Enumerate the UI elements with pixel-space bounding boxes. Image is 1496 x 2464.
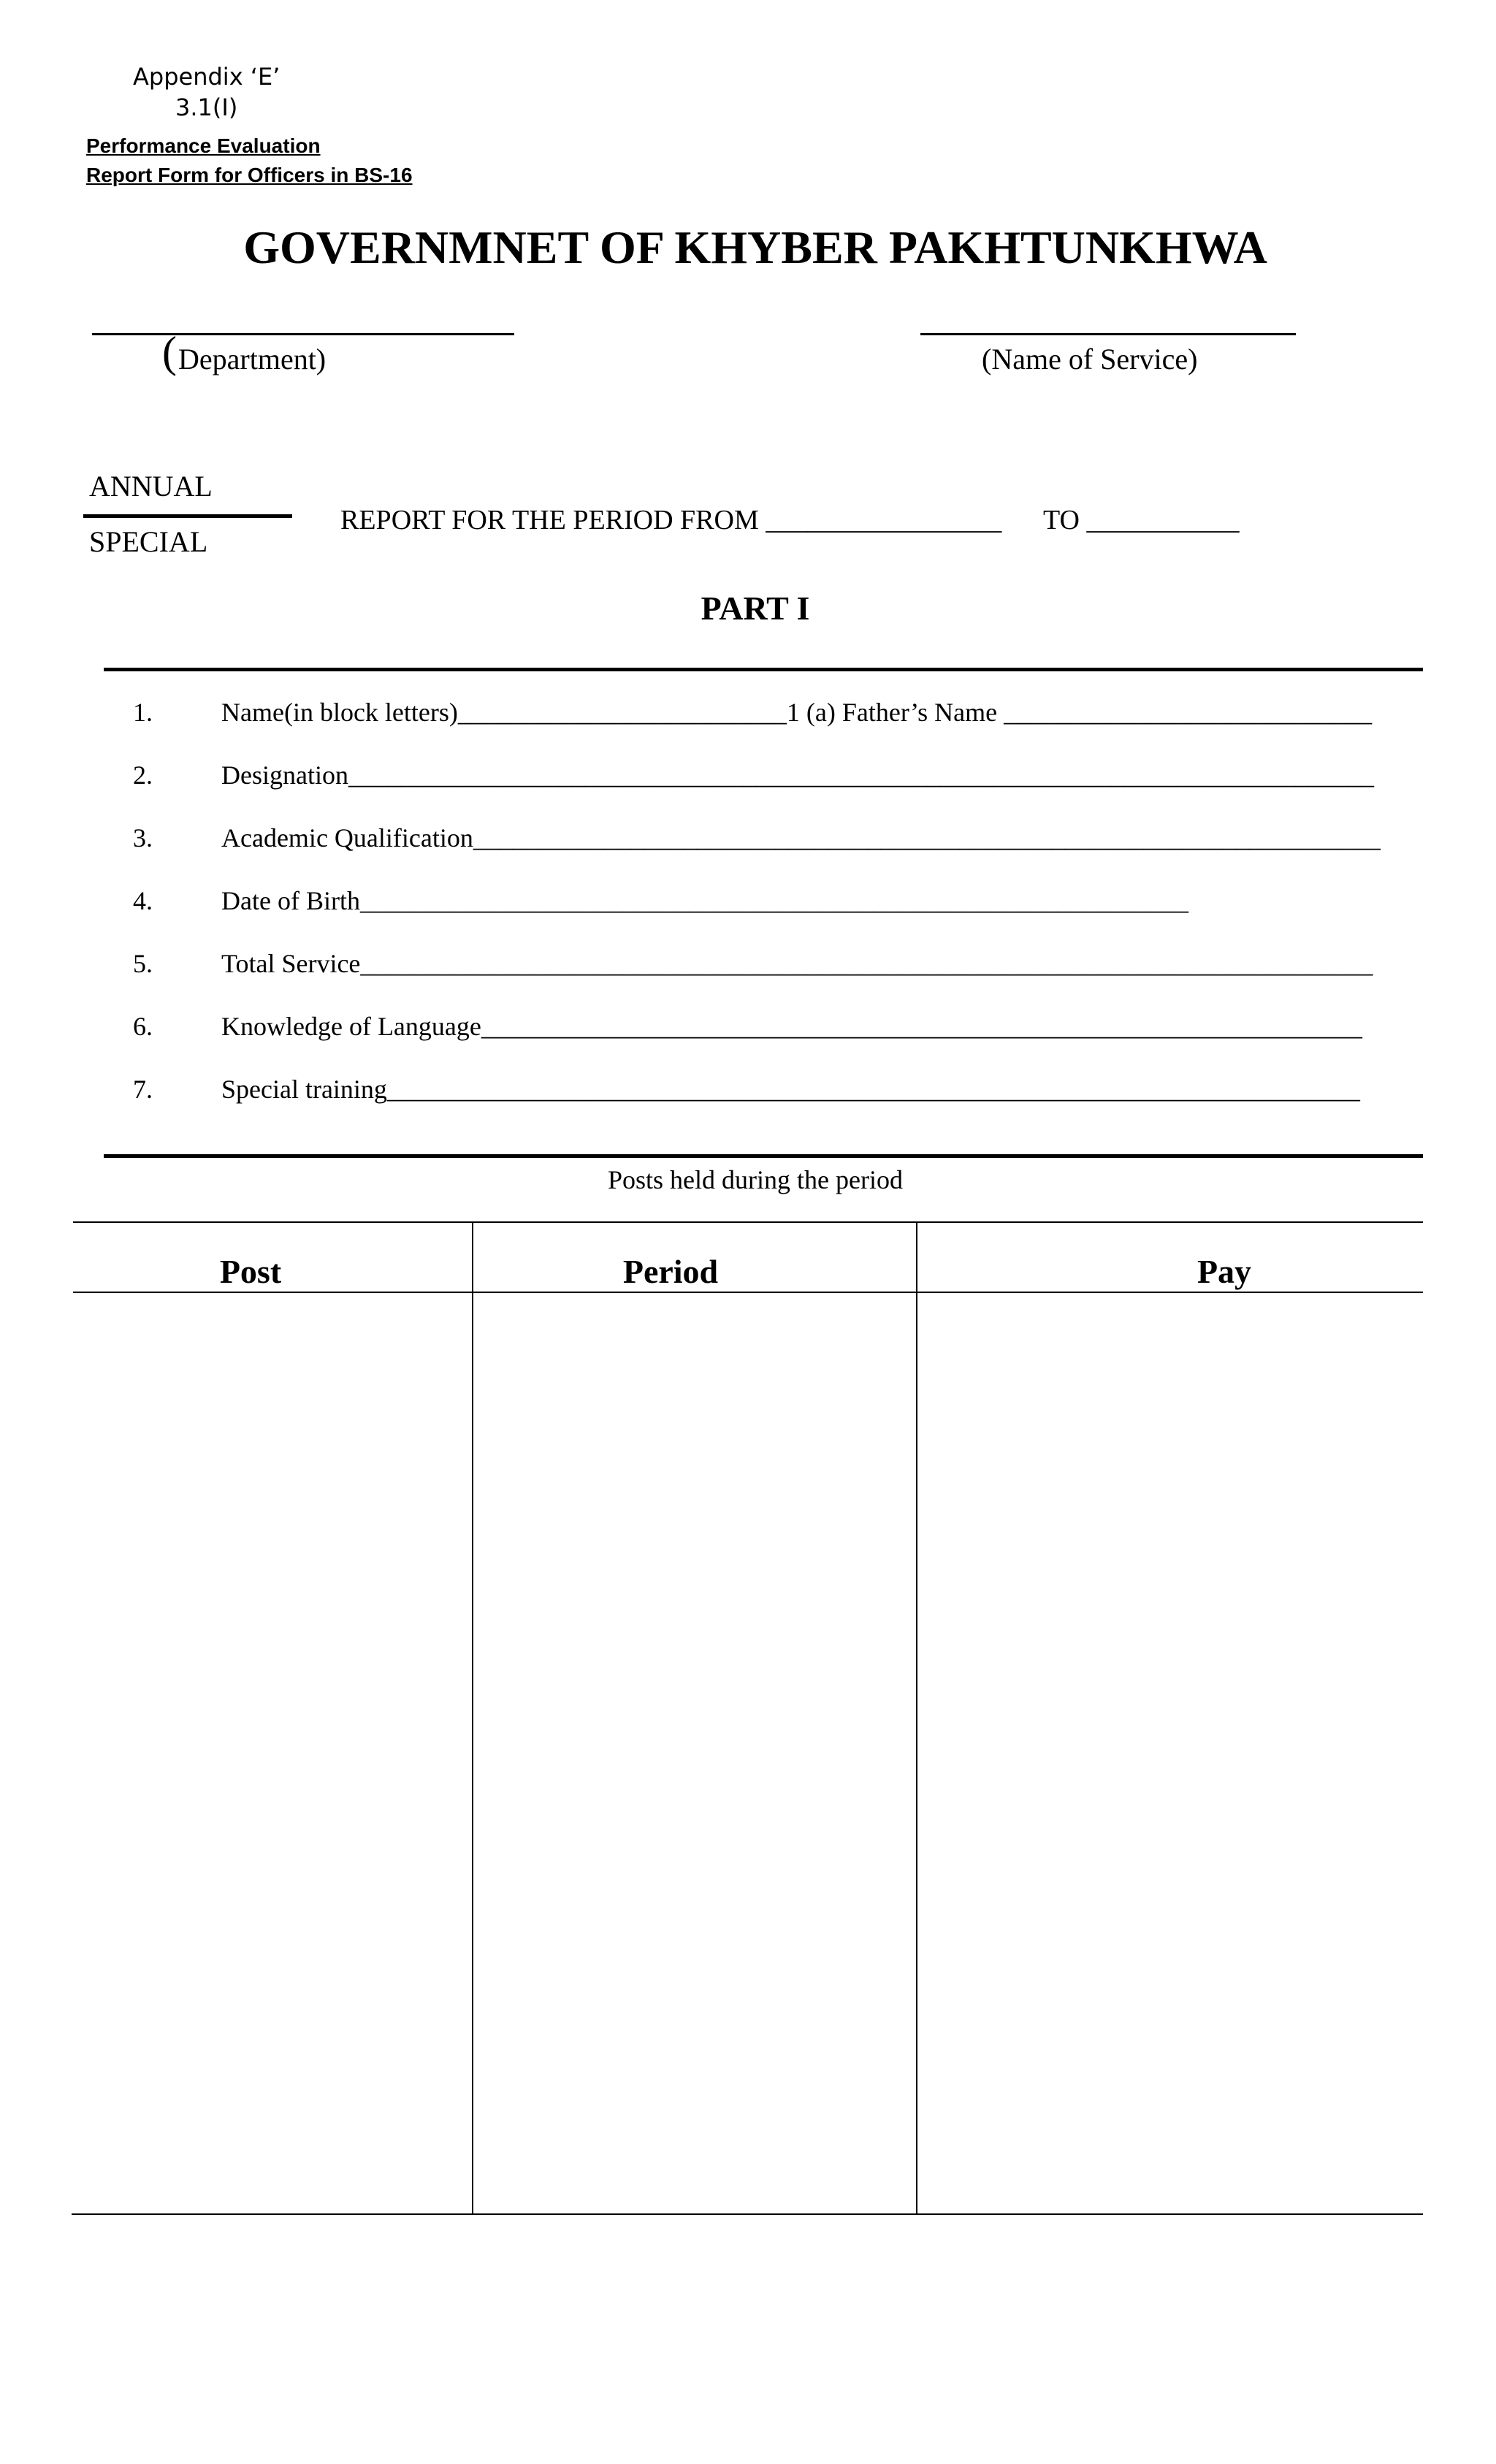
field-number: 5. xyxy=(133,949,153,978)
paragraph-number: 3.1(I) xyxy=(175,94,238,121)
field-number: 3. xyxy=(133,823,153,853)
field-academic-qualification: Academic Qualification_____________________________________________________________________ xyxy=(221,823,1381,853)
form-title-line2: Report Form for Officers in BS-16 xyxy=(86,164,413,186)
table-header-border xyxy=(73,1292,1423,1293)
department-blank-line xyxy=(92,333,514,335)
annual-special-divider xyxy=(83,514,292,518)
field-name: Name(in block letters)_________________________1 (a) Father’s Name ____________________________ xyxy=(221,698,1373,727)
field-number: 4. xyxy=(133,886,153,915)
field-date-of-birth: Date of Birth_______________________________________________________________ xyxy=(221,886,1188,915)
special-option: SPECIAL xyxy=(89,525,208,558)
field-special-training: Special training__________________________________________________________________________ xyxy=(221,1075,1360,1104)
service-blank-line xyxy=(920,333,1296,335)
table-column-divider xyxy=(472,1221,473,2215)
field-number: 1. xyxy=(133,698,153,727)
field-number: 7. xyxy=(133,1075,153,1104)
annual-option: ANNUAL xyxy=(89,470,213,503)
appendix-label: Appendix ‘E’ xyxy=(133,63,280,91)
column-header-period: Period xyxy=(622,1253,719,1290)
column-header-post: Post xyxy=(219,1253,282,1290)
field-number: 6. xyxy=(133,1012,153,1041)
part-title: PART I xyxy=(701,590,810,627)
posts-caption: Posts held during the period xyxy=(608,1165,903,1194)
field-designation: Designation______________________________________________________________________________ xyxy=(221,760,1374,790)
table-top-border xyxy=(73,1221,1423,1223)
period-from-text: REPORT FOR THE PERIOD FROM _________________ xyxy=(340,505,1002,535)
service-label: (Name of Service) xyxy=(982,343,1198,375)
form-title-line1: Performance Evaluation xyxy=(86,134,321,157)
table-bottom-border xyxy=(72,2213,1423,2215)
page-title: GOVERNMNET OF KHYBER PAKHTUNKHWA xyxy=(243,221,1267,273)
field-number: 2. xyxy=(133,760,153,790)
field-knowledge-of-language: Knowledge of Language___________________________________________________________________ xyxy=(221,1012,1362,1041)
column-header-pay: Pay xyxy=(1197,1253,1252,1290)
field-total-service: Total Service_____________________________________________________________________________ xyxy=(221,949,1373,978)
part-bottom-rule xyxy=(104,1154,1423,1158)
part-top-rule xyxy=(104,668,1423,671)
table-column-divider xyxy=(916,1221,917,2215)
department-label: Department) xyxy=(178,343,327,375)
period-to-text: TO ___________ xyxy=(1043,505,1240,535)
department-open-paren: ( xyxy=(162,328,177,376)
